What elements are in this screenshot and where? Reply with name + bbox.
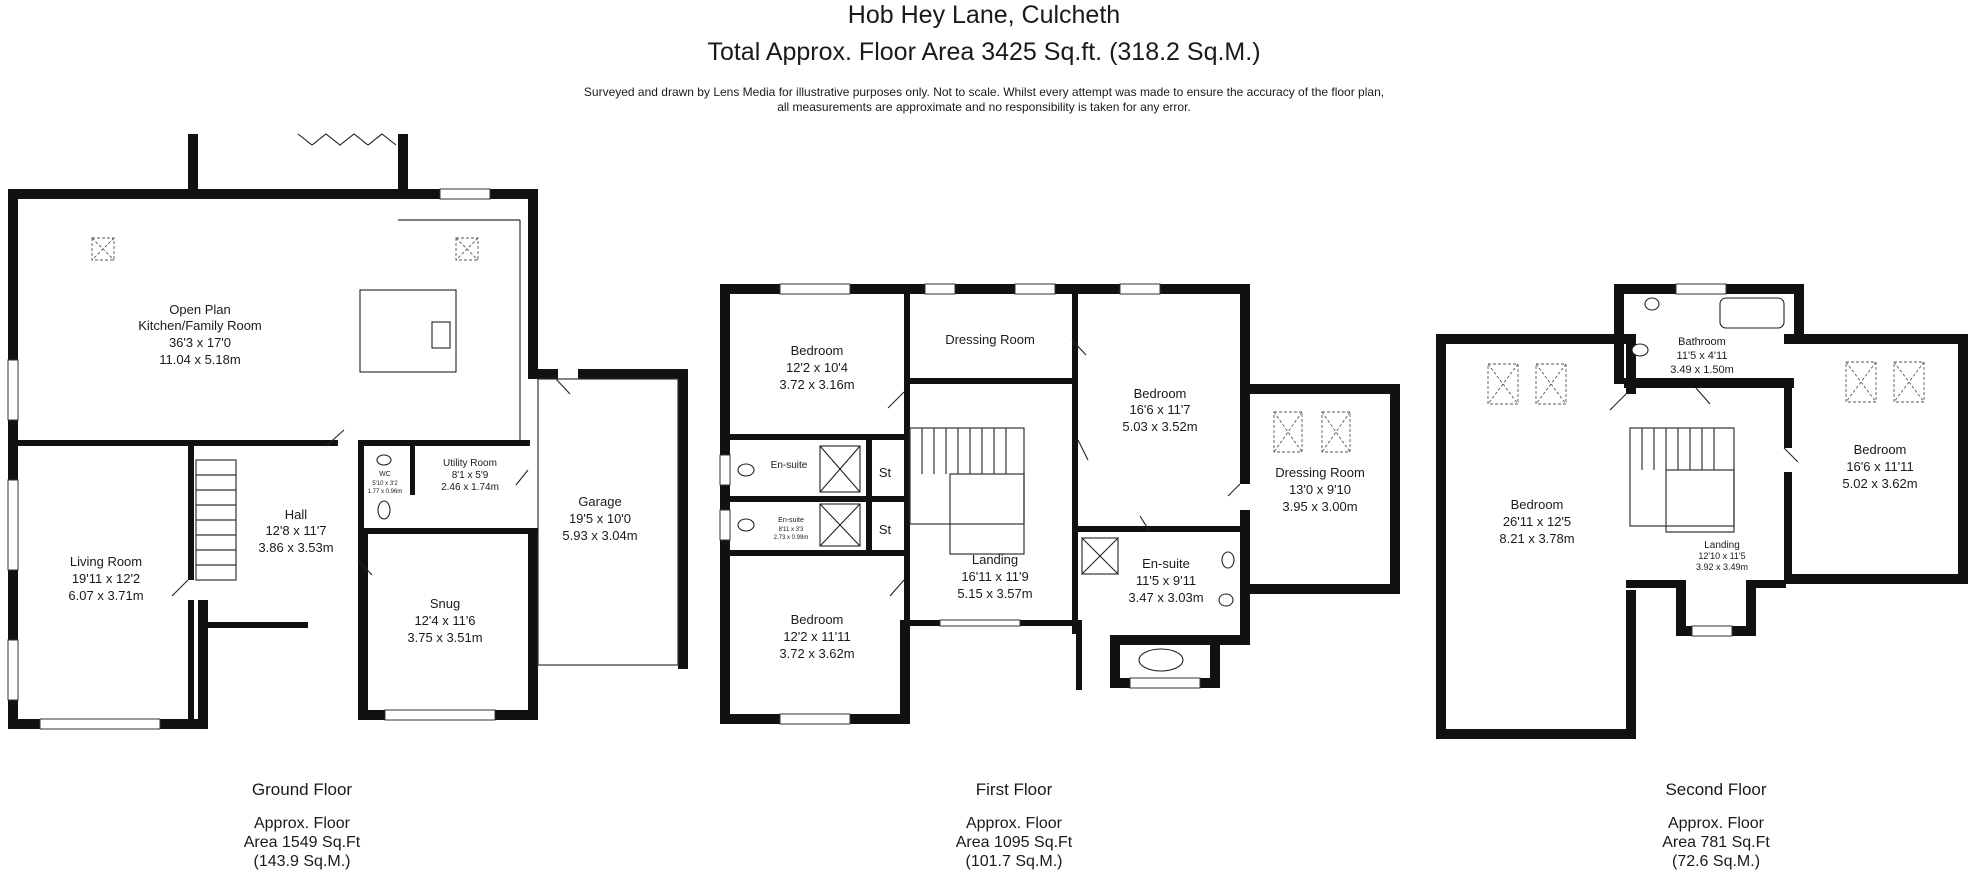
room-name: Living Room bbox=[69, 554, 143, 569]
room-dimensions-metric: 3.72 x 3.16m bbox=[779, 377, 855, 392]
first-wall bbox=[730, 550, 910, 556]
disclaimer-line-1: Surveyed and drawn by Lens Media for illustrative purposes only. Not to scale. Whilst every attempt was made to ensure the accuracy of the floor plan, bbox=[583, 85, 1385, 99]
door-icon bbox=[890, 580, 904, 596]
second-wall bbox=[1624, 378, 1794, 388]
first-wall bbox=[1110, 635, 1250, 645]
room-dimensions-metric: 5.93 x 3.04m bbox=[562, 528, 638, 543]
shower-icon bbox=[820, 504, 860, 546]
skylight-icon bbox=[92, 238, 114, 260]
room-dimensions-metric: 3.72 x 3.62m bbox=[779, 646, 855, 661]
room-dimensions: 19'11 x 12'2 bbox=[71, 571, 141, 586]
skylight-icon bbox=[1322, 412, 1350, 452]
second-wall bbox=[1436, 729, 1636, 739]
door-icon bbox=[1784, 448, 1798, 462]
toilet-icon bbox=[1219, 594, 1233, 606]
skylight-icon bbox=[1488, 364, 1518, 404]
bath-icon bbox=[1139, 649, 1183, 671]
room-name: Bathroom bbox=[1678, 336, 1726, 348]
room-dimensions-metric: 3.95 x 3.00m bbox=[1282, 499, 1358, 514]
first-wall bbox=[904, 440, 910, 620]
floor-area-line: Area 1095 Sq.Ft bbox=[955, 834, 1073, 851]
door-icon bbox=[1078, 440, 1088, 460]
skylight-icon bbox=[456, 238, 478, 260]
second-wall bbox=[1626, 590, 1636, 739]
room-dimensions: 8'11 x 3'3 bbox=[778, 527, 804, 533]
basin-icon bbox=[1222, 552, 1234, 568]
room-dimensions: 12'10 x 11'5 bbox=[1698, 551, 1746, 561]
second-wall bbox=[1794, 284, 1804, 334]
store-label: St bbox=[878, 522, 892, 537]
window bbox=[8, 360, 18, 420]
ground-wall bbox=[360, 440, 530, 446]
room-name: Bedroom bbox=[790, 612, 844, 627]
window bbox=[1015, 284, 1055, 294]
room-dimensions: 8'1 x 5'9 bbox=[451, 470, 489, 481]
ground-wall bbox=[198, 622, 308, 628]
first-wall bbox=[1078, 526, 1240, 532]
first-wall bbox=[1072, 384, 1078, 634]
second-wall bbox=[1614, 284, 1624, 384]
ground-wall bbox=[528, 530, 538, 720]
room-name: Bedroom bbox=[1510, 497, 1564, 512]
first-wall bbox=[900, 620, 910, 724]
first-wall bbox=[866, 434, 872, 554]
ground-wall bbox=[398, 134, 408, 189]
room-dimensions-metric: 3.49 x 1.50m bbox=[1670, 364, 1734, 376]
first-wall bbox=[1390, 384, 1400, 594]
room-dimensions: 11'5 x 4'11 bbox=[1676, 350, 1728, 362]
room-dimensions: 36'3 x 17'0 bbox=[168, 335, 232, 350]
floor-area-line: (72.6 Sq.M.) bbox=[1671, 853, 1761, 870]
window bbox=[720, 455, 730, 485]
room-name: En-suite bbox=[778, 517, 804, 524]
door-icon bbox=[172, 580, 188, 596]
room-name: En-suite bbox=[1142, 556, 1190, 571]
second-wall bbox=[1784, 334, 1968, 344]
door-icon bbox=[556, 379, 570, 394]
room-dimensions: 26'11 x 12'5 bbox=[1502, 514, 1572, 529]
room-dimensions-metric: 5.03 x 3.52m bbox=[1122, 419, 1198, 434]
second-wall bbox=[1746, 580, 1756, 636]
floor-area-line: Approx. Floor bbox=[253, 815, 351, 832]
window bbox=[780, 714, 850, 724]
store-label: St bbox=[878, 465, 892, 480]
room-dimensions-metric: 5.15 x 3.57m bbox=[957, 586, 1033, 601]
window bbox=[940, 620, 1020, 626]
skylight-icon bbox=[1536, 364, 1566, 404]
floor-area-line: (101.7 Sq.M.) bbox=[965, 853, 1063, 870]
room-name: Dressing Room bbox=[945, 332, 1035, 347]
room-dimensions: 12'4 x 11'6 bbox=[414, 613, 476, 628]
ground-wall bbox=[358, 528, 538, 534]
room-dimensions-metric: 2.73 x 0.99m bbox=[773, 535, 809, 541]
window bbox=[720, 510, 730, 540]
first-wall bbox=[730, 496, 910, 502]
room-dimensions: 5'10 x 3'2 bbox=[372, 481, 398, 487]
window bbox=[8, 640, 18, 700]
second-wall bbox=[1784, 472, 1792, 584]
door-icon bbox=[1228, 484, 1240, 496]
basin-icon bbox=[1645, 298, 1659, 310]
room-name: Garage bbox=[578, 494, 622, 509]
door-icon bbox=[888, 392, 904, 408]
second-wall bbox=[1958, 334, 1968, 584]
room-dimensions: 16'6 x 11'7 bbox=[1129, 402, 1191, 417]
room-name: WC bbox=[379, 471, 391, 478]
window bbox=[8, 480, 18, 570]
first-wall bbox=[1240, 384, 1250, 484]
room-dimensions-metric: 2.46 x 1.74m bbox=[441, 482, 499, 493]
shower-icon bbox=[820, 446, 860, 492]
room-dimensions-metric: 1.77 x 0.96m bbox=[367, 489, 403, 495]
disclaimer-line-2: all measurements are approximate and no responsibility is taken for any error. bbox=[777, 100, 1191, 114]
room-name: En-suite bbox=[770, 460, 808, 471]
room-dimensions: 16'11 x 11'9 bbox=[961, 569, 1029, 584]
room-dimensions-metric: 11.04 x 5.18m bbox=[159, 352, 241, 367]
ground-wall bbox=[410, 440, 415, 495]
window bbox=[1676, 284, 1726, 294]
room-name: Landing bbox=[1704, 540, 1740, 551]
room-dimensions-metric: 6.07 x 3.71m bbox=[68, 588, 144, 603]
room-name: Hall bbox=[284, 507, 308, 522]
floor-area-line: Approx. Floor bbox=[1667, 815, 1765, 832]
room-name: Bedroom bbox=[1133, 386, 1187, 401]
shower-icon bbox=[1082, 538, 1118, 574]
property-title: Hob Hey Lane, Culcheth bbox=[847, 1, 1121, 29]
room-dimensions-metric: 3.92 x 3.49m bbox=[1695, 562, 1749, 572]
room-dimensions-metric: 3.86 x 3.53m bbox=[258, 540, 334, 555]
second-wall bbox=[1436, 334, 1636, 344]
first-floor-caption bbox=[864, 780, 1164, 871]
ground-wall bbox=[358, 530, 368, 719]
first-wall bbox=[1240, 284, 1250, 384]
staircase bbox=[196, 460, 236, 580]
first-wall bbox=[720, 284, 730, 724]
window bbox=[440, 189, 490, 199]
first-floor-plan bbox=[720, 284, 1400, 724]
room-name: Bedroom bbox=[790, 343, 844, 358]
room-dimensions: 11'5 x 9'11 bbox=[1135, 573, 1197, 588]
room-dimensions: 16'6 x 11'11 bbox=[1846, 459, 1914, 474]
ground-wall bbox=[188, 440, 194, 580]
ground-floor-plan bbox=[8, 134, 688, 729]
ground-wall bbox=[188, 134, 198, 189]
floor-area-line: Area 781 Sq.Ft bbox=[1662, 834, 1770, 851]
door-icon bbox=[1696, 388, 1710, 404]
room-dimensions-metric: 5.02 x 3.62m bbox=[1842, 476, 1918, 491]
window bbox=[40, 719, 160, 729]
room-dimensions: 13'0 x 9'10 bbox=[1288, 482, 1352, 497]
room-name: Open Plan bbox=[169, 302, 231, 317]
window bbox=[780, 284, 850, 294]
skylight-icon bbox=[1846, 362, 1876, 402]
second-floor-plan bbox=[1436, 284, 1968, 739]
ground-floor-caption bbox=[152, 780, 452, 871]
room-name: Landing bbox=[971, 552, 1019, 567]
skylight-icon bbox=[1894, 362, 1924, 402]
window bbox=[385, 710, 495, 720]
floor-area-line: Area 1549 Sq.Ft bbox=[243, 834, 361, 851]
toilet-icon bbox=[738, 464, 754, 476]
toilet-icon bbox=[1632, 344, 1648, 356]
ground-wall bbox=[358, 440, 364, 530]
first-wall bbox=[1240, 510, 1250, 635]
room-dimensions-metric: 3.75 x 3.51m bbox=[407, 630, 483, 645]
toilet-icon bbox=[378, 501, 390, 519]
bath-icon bbox=[1720, 298, 1784, 328]
door-icon bbox=[1610, 394, 1626, 410]
room-name: Utility Room bbox=[443, 458, 497, 469]
second-floor-caption bbox=[1566, 780, 1866, 871]
second-wall bbox=[1784, 388, 1792, 448]
room-dimensions: 19'5 x 10'0 bbox=[568, 511, 632, 526]
ground-wall bbox=[18, 440, 338, 446]
room-dimensions: 12'8 x 11'7 bbox=[265, 523, 327, 538]
room-dimensions-metric: 8.21 x 3.78m bbox=[1499, 531, 1575, 546]
second-wall bbox=[1436, 334, 1446, 739]
room-name: Dressing Room bbox=[1275, 465, 1365, 480]
staircase bbox=[1630, 428, 1734, 532]
ground-wall bbox=[528, 189, 538, 369]
floor-name: Second Floor bbox=[1665, 780, 1767, 799]
first-wall bbox=[1240, 384, 1400, 394]
ground-wall bbox=[678, 369, 688, 669]
ground-wall bbox=[188, 600, 194, 720]
skylight-icon bbox=[1274, 412, 1302, 452]
room-name: Kitchen/Family Room bbox=[138, 318, 262, 333]
room-name: Snug bbox=[429, 596, 461, 611]
room-dimensions-metric: 3.47 x 3.03m bbox=[1128, 590, 1204, 605]
window bbox=[925, 284, 955, 294]
room-dimensions: 12'2 x 11'11 bbox=[783, 629, 851, 644]
floor-name: Ground Floor bbox=[251, 780, 353, 799]
door-icon bbox=[516, 470, 528, 485]
hob-icon bbox=[432, 322, 450, 348]
window bbox=[1692, 626, 1732, 636]
room-name: Bedroom bbox=[1853, 442, 1907, 457]
toilet-icon bbox=[738, 519, 754, 531]
window bbox=[1130, 678, 1200, 688]
room-dimensions: 12'2 x 10'4 bbox=[785, 360, 849, 375]
second-wall bbox=[1746, 580, 1786, 588]
window bbox=[1120, 284, 1160, 294]
ground-wall bbox=[578, 369, 688, 379]
first-wall bbox=[1240, 584, 1400, 594]
first-wall bbox=[904, 294, 910, 434]
floor-area-line: Approx. Floor bbox=[965, 815, 1063, 832]
ground-wall bbox=[198, 600, 208, 729]
first-wall bbox=[730, 434, 910, 440]
basin-icon bbox=[377, 455, 391, 465]
ground-wall bbox=[528, 369, 558, 379]
floor-name: First Floor bbox=[975, 780, 1053, 799]
floor-area-line: (143.9 Sq.M.) bbox=[253, 853, 351, 870]
bifold-door bbox=[298, 134, 396, 145]
first-wall bbox=[1072, 294, 1078, 384]
total-floor-area: Total Approx. Floor Area 3425 Sq.ft. (318.2 Sq.M.) bbox=[707, 38, 1261, 66]
first-wall bbox=[910, 378, 1072, 384]
second-wall bbox=[1784, 574, 1968, 584]
staircase bbox=[910, 428, 1024, 554]
